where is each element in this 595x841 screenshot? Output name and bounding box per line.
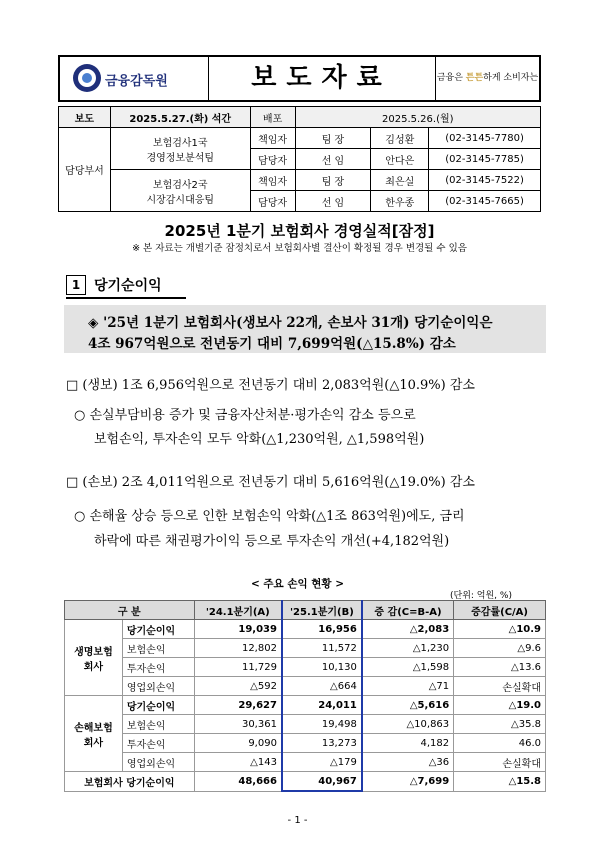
life-heading: □ (생보) 1조 6,956억원으로 전년동기 대비 2,083억원(△10.9%) 감소 bbox=[66, 378, 475, 393]
section-number: 1 bbox=[66, 275, 86, 295]
main-title: 2025년 1분기 보험회사 경영실적[잠정] bbox=[164, 222, 435, 240]
table-cell: 24,011 bbox=[282, 696, 362, 715]
table-cell: △36 bbox=[362, 753, 454, 772]
dept-label: 담당부서 bbox=[59, 128, 111, 212]
table-cell: 48,666 bbox=[194, 772, 282, 792]
col-header: 증감률(C/A) bbox=[454, 601, 546, 620]
row-label: 투자손익 bbox=[122, 658, 194, 677]
table-cell: 손실확대 bbox=[454, 753, 546, 772]
col-header: 증 감(C=B-A) bbox=[362, 601, 454, 620]
row-label: 영업외손익 bbox=[122, 677, 194, 696]
table-cell: 30,361 bbox=[194, 715, 282, 734]
col-header: 구 분 bbox=[65, 601, 195, 620]
contact-phone: (02-3145-7780) bbox=[429, 128, 541, 149]
income-table bbox=[64, 600, 546, 792]
slogan bbox=[436, 57, 539, 126]
nonlife-bullet-1: ○ 손해율 상승 등으로 인한 보험손익 악화(△1조 863억원)에도, 금리 bbox=[74, 509, 465, 524]
col-header: '24.1분기(A) bbox=[194, 601, 282, 620]
release-date: 2025.5.27.(화) 석간 bbox=[110, 107, 250, 128]
life-bullet-1: ○ 손실부담비용 증가 및 금융자산처분·평가손익 감소 등으로 bbox=[74, 408, 416, 423]
table-cell: 13,273 bbox=[282, 734, 362, 753]
table-unit: (단위: 억원, %) bbox=[450, 591, 512, 601]
contact-title: 팀 장 bbox=[295, 128, 371, 149]
nonlife-heading: □ (손보) 2조 4,011억원으로 전년동기 대비 5,616억원(△19.0%) 감소 bbox=[66, 475, 475, 490]
contact-name: 김성환 bbox=[371, 128, 429, 149]
table-cell: △1,230 bbox=[362, 639, 454, 658]
table-cell: 40,967 bbox=[282, 772, 362, 792]
table-cell: 19,039 bbox=[194, 620, 282, 639]
table-cell: 손실확대 bbox=[454, 677, 546, 696]
info-table bbox=[58, 106, 541, 212]
table-cell: △664 bbox=[282, 677, 362, 696]
contact-title: 팀 장 bbox=[295, 170, 371, 191]
press-release-title: 보도자료 bbox=[208, 57, 436, 100]
row-label: 투자손익 bbox=[122, 734, 194, 753]
contact-role: 담당자 bbox=[250, 149, 295, 170]
table-cell: △71 bbox=[362, 677, 454, 696]
table-cell: △2,083 bbox=[362, 620, 454, 639]
row-label: 영업외손익 bbox=[122, 753, 194, 772]
table-cell: △592 bbox=[194, 677, 282, 696]
table-caption: < 주요 손익 현황 > bbox=[250, 578, 345, 590]
row-label: 당기순이익 bbox=[122, 696, 194, 715]
distribution-date: 2025.5.26.(월) bbox=[295, 107, 540, 128]
logo-cell bbox=[60, 57, 209, 100]
table-cell: △19.0 bbox=[454, 696, 546, 715]
table-cell: 11,572 bbox=[282, 639, 362, 658]
page-number: - 1 - bbox=[287, 815, 308, 826]
slogan-accent: 튼튼 bbox=[465, 73, 484, 83]
table-cell: 16,956 bbox=[282, 620, 362, 639]
contact-phone: (02-3145-7522) bbox=[429, 170, 541, 191]
table-cell: △143 bbox=[194, 753, 282, 772]
group-label: 손해보험 회사 bbox=[65, 696, 123, 772]
contact-phone: (02-3145-7785) bbox=[429, 149, 541, 170]
group-label: 생명보험 회사 bbox=[65, 620, 123, 696]
contact-role: 담당자 bbox=[250, 191, 295, 212]
slogan-part: 금융은 bbox=[436, 73, 466, 83]
contact-title: 선 임 bbox=[295, 191, 371, 212]
contact-role: 책임자 bbox=[250, 170, 295, 191]
release-label: 보도 bbox=[59, 107, 111, 128]
table-cell: 19,498 bbox=[282, 715, 362, 734]
contact-name: 최은실 bbox=[371, 170, 429, 191]
table-cell: 11,729 bbox=[194, 658, 282, 677]
fss-logo-icon bbox=[72, 63, 102, 93]
table-cell: △1,598 bbox=[362, 658, 454, 677]
contact-phone: (02-3145-7665) bbox=[429, 191, 541, 212]
table-cell: △10,863 bbox=[362, 715, 454, 734]
table-cell: △35.8 bbox=[454, 715, 546, 734]
table-cell: 4,182 bbox=[362, 734, 454, 753]
note: ※ 본 자료는 개별기준 잠정치로서 보험회사별 결산이 확정될 경우 변경될 수 있음 bbox=[132, 243, 467, 254]
row-label: 보험손익 bbox=[122, 715, 194, 734]
contact-name: 안다은 bbox=[371, 149, 429, 170]
row-label: 보험손익 bbox=[122, 639, 194, 658]
table-cell: 29,627 bbox=[194, 696, 282, 715]
table-cell: △7,699 bbox=[362, 772, 454, 792]
dept-2: 보험검사2국 시장감시대응팀 bbox=[110, 170, 250, 212]
nonlife-bullet-2: 하락에 따른 채권평가이익 등으로 투자손익 개선(+4,182억원) bbox=[94, 534, 450, 549]
slogan-part: 하게 bbox=[487, 116, 505, 126]
table-cell: △15.8 bbox=[454, 772, 546, 792]
col-header: '25.1분기(B) bbox=[282, 601, 362, 620]
dept-1: 보험검사1국 경영정보분석팀 bbox=[110, 128, 250, 170]
table-cell: △10.9 bbox=[454, 620, 546, 639]
slogan-accent: 행복 bbox=[470, 116, 488, 126]
table-cell: 12,802 bbox=[194, 639, 282, 658]
summary-line-2: 4조 967억원으로 전년동기 대비 7,699억원(△15.8%) 감소 bbox=[88, 336, 456, 352]
table-cell: 46.0 bbox=[454, 734, 546, 753]
table-cell: △9.6 bbox=[454, 639, 546, 658]
distribution-label: 배포 bbox=[250, 107, 295, 128]
contact-name: 한우종 bbox=[371, 191, 429, 212]
section-underline bbox=[66, 297, 186, 299]
table-cell: △5,616 bbox=[362, 696, 454, 715]
total-label: 보험회사 당기순이익 bbox=[65, 772, 195, 792]
table-cell: △179 bbox=[282, 753, 362, 772]
contact-title: 선 임 bbox=[295, 149, 371, 170]
table-cell: 10,130 bbox=[282, 658, 362, 677]
table-cell: 9,090 bbox=[194, 734, 282, 753]
contact-role: 책임자 bbox=[250, 128, 295, 149]
section-title: 당기순이익 bbox=[94, 278, 162, 294]
row-label: 당기순이익 bbox=[122, 620, 194, 639]
logo-text: 금융감독원 bbox=[105, 74, 168, 89]
slogan-part: 하게 소비자는 bbox=[483, 73, 539, 83]
table-cell: △13.6 bbox=[454, 658, 546, 677]
life-bullet-2: 보험손익, 투자손익 모두 악화(△1,230억원, △1,598억원) bbox=[94, 432, 425, 447]
summary-line-1: ◈ '25년 1분기 보험회사(생보사 22개, 손보사 31개) 당기순이익은 bbox=[88, 315, 493, 331]
